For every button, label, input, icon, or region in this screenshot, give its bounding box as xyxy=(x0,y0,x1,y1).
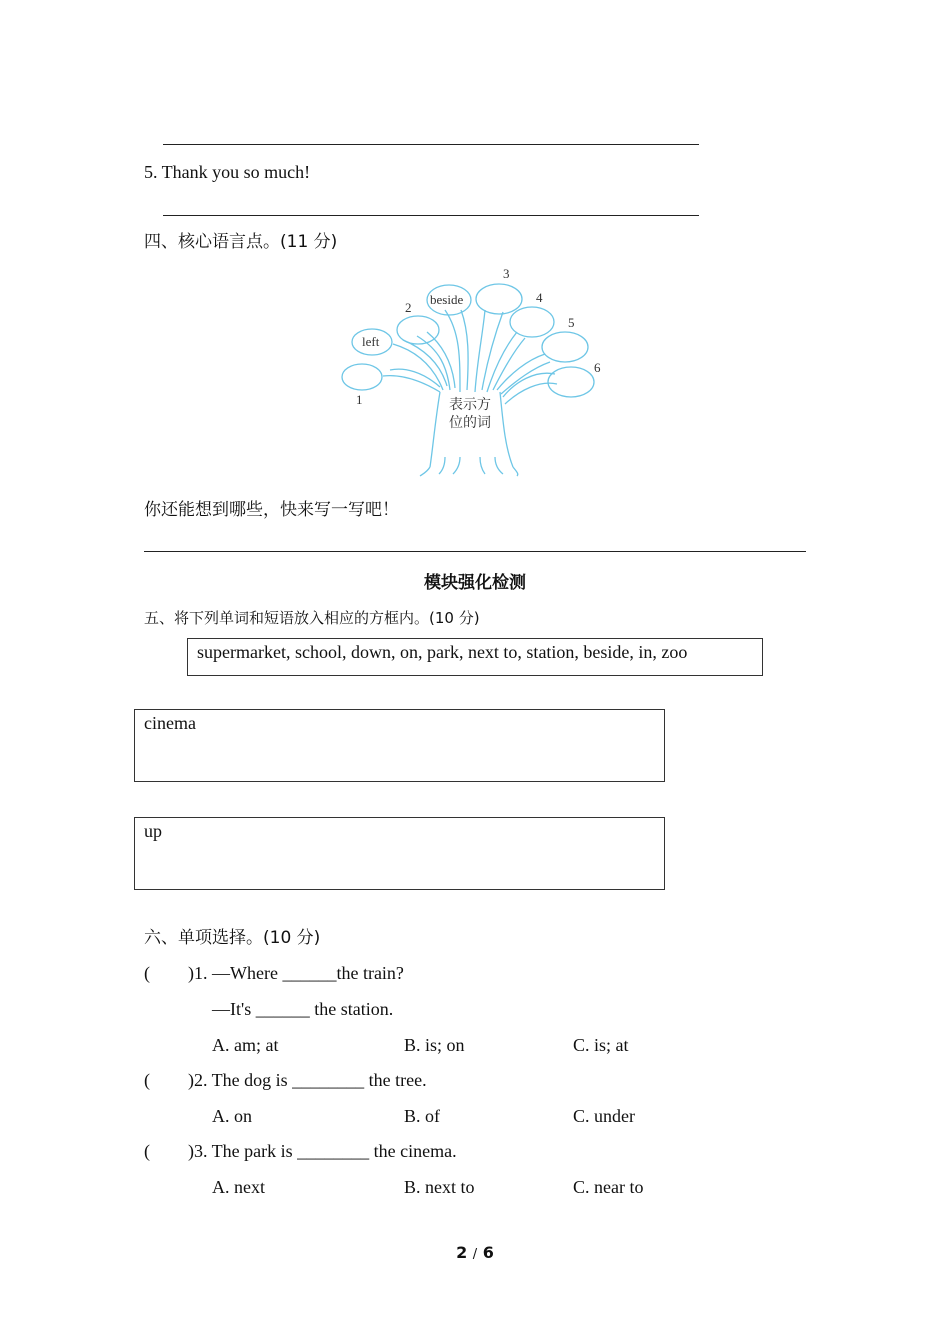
tree-blank-3 xyxy=(476,284,522,314)
tree-num-5: 5 xyxy=(568,315,575,330)
word-tree-diagram xyxy=(335,262,615,482)
word-bank-text: supermarket, school, down, on, park, next to, station, beside, in, zoo xyxy=(197,642,688,662)
q3-paren[interactable]: ( xyxy=(144,1141,150,1161)
answer-box-cinema[interactable] xyxy=(134,709,665,782)
tree-trunk-left xyxy=(430,392,440,467)
q1-option-c[interactable]: C. is; at xyxy=(573,1035,629,1055)
page-number xyxy=(0,1243,950,1262)
tree-num-2: 2 xyxy=(405,300,412,315)
q1-paren[interactable]: ( xyxy=(144,963,150,983)
q1-option-b[interactable]: B. is; on xyxy=(404,1035,465,1055)
section5-title: 五、将下列单词和短语放入相应的方框内。(10 分) xyxy=(144,609,480,627)
q2-option-c[interactable]: C. under xyxy=(573,1106,635,1126)
tree-blank-6 xyxy=(548,367,594,397)
q3-option-c[interactable]: C. near to xyxy=(573,1177,644,1197)
tree-blank-1 xyxy=(342,364,382,390)
section6-title: 六、单项选择。(10 分) xyxy=(144,928,321,948)
tree-num-1: 1 xyxy=(356,392,363,407)
q1-stem: )1. —Where ______the train? xyxy=(188,963,404,983)
section4-prompt: 你还能想到哪些，快来写一写吧！ xyxy=(144,500,399,520)
q1-option-a[interactable]: A. am; at xyxy=(212,1035,279,1055)
module-title: 模块强化检测 xyxy=(424,573,526,593)
tree-num-3: 3 xyxy=(503,266,510,281)
q2-stem: )2. The dog is ________ the tree. xyxy=(188,1070,427,1090)
tree-blank-4 xyxy=(510,307,554,337)
question-5: 5. Thank you so much! xyxy=(144,162,311,182)
answer-line-4[interactable] xyxy=(163,144,699,145)
answer-line-section4[interactable] xyxy=(144,551,806,552)
word-bank-box xyxy=(187,638,763,676)
q1-stem2: —It's ______ the station. xyxy=(212,999,394,1019)
q2-option-a[interactable]: A. on xyxy=(212,1106,252,1126)
q2-paren[interactable]: ( xyxy=(144,1070,150,1090)
tree-num-4: 4 xyxy=(536,290,543,305)
q3-option-a[interactable]: A. next xyxy=(212,1177,265,1197)
q2-option-b[interactable]: B. of xyxy=(404,1106,440,1126)
page-separator: / xyxy=(472,1247,478,1262)
answer-line-5[interactable] xyxy=(163,215,699,216)
q3-stem: )3. The park is ________ the cinema. xyxy=(188,1141,457,1161)
tree-blank-2 xyxy=(397,316,439,344)
section4-title: 四、核心语言点。(11 分) xyxy=(144,232,338,252)
answer-box-up[interactable] xyxy=(134,817,665,890)
tree-center-line2: 位的词 xyxy=(449,415,491,431)
tree-num-6: 6 xyxy=(594,360,601,375)
tree-blank-5 xyxy=(542,332,588,362)
tree-word-left: left xyxy=(362,334,380,349)
answer-box-up-label: up xyxy=(144,821,162,841)
tree-word-beside: beside xyxy=(430,292,464,307)
answer-box-cinema-label: cinema xyxy=(144,713,196,733)
tree-center-line1: 表示方 xyxy=(449,397,491,413)
page-current: 2 xyxy=(456,1243,468,1262)
page-total: 6 xyxy=(482,1243,494,1262)
q3-option-b[interactable]: B. next to xyxy=(404,1177,475,1197)
